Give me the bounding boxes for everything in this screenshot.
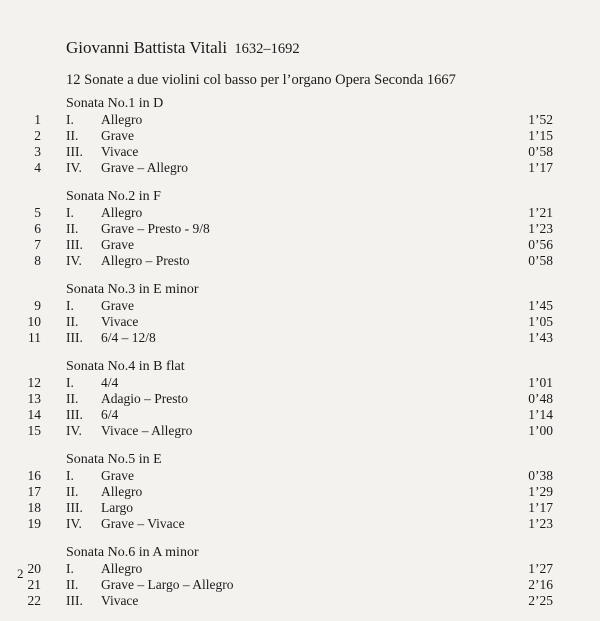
movement-number: I. — [66, 205, 74, 220]
movement-tempo: Vivace — [101, 314, 139, 329]
movement-number: III. — [66, 237, 83, 252]
track-duration: 1’23 — [528, 221, 553, 236]
sonata-title: Sonata No.1 in D — [66, 96, 164, 111]
track-row — [0, 468, 600, 484]
track-duration: 1’23 — [528, 516, 553, 531]
movement-tempo: Allegro — [101, 205, 143, 220]
sonata-group — [0, 281, 600, 346]
track-row — [0, 375, 600, 391]
track-number: 8 — [34, 253, 41, 268]
track-duration: 1’17 — [528, 160, 553, 175]
sonata-title: Sonata No.5 in E — [66, 452, 162, 467]
movement-number: III. — [66, 330, 83, 345]
movement-tempo: Adagio – Presto — [101, 391, 188, 406]
track-number: 3 — [34, 144, 41, 159]
track-number: 9 — [34, 298, 41, 313]
track-row — [0, 112, 600, 128]
movement-tempo: Grave — [101, 237, 134, 252]
movement-tempo: Grave — [101, 128, 134, 143]
track-duration: 1’15 — [528, 128, 553, 143]
movement-tempo: Vivace – Allegro — [101, 423, 193, 438]
track-duration: 1’45 — [528, 298, 553, 313]
track-duration: 0’58 — [528, 253, 553, 268]
track-number: 6 — [34, 221, 41, 236]
track-row — [0, 593, 600, 609]
track-duration: 1’27 — [528, 561, 553, 576]
sonata-group — [0, 188, 600, 269]
track-number: 10 — [27, 314, 41, 329]
movement-tempo: Allegro — [101, 561, 143, 576]
movement-tempo: Largo — [101, 500, 133, 515]
track-row — [0, 407, 600, 423]
track-number: 4 — [34, 160, 41, 175]
track-row — [0, 314, 600, 330]
track-row — [0, 237, 600, 253]
track-duration: 1’01 — [528, 375, 553, 390]
page-number: 2 — [17, 566, 24, 581]
movement-tempo: Allegro — [101, 484, 143, 499]
sonata-title: Sonata No.2 in F — [66, 189, 161, 204]
track-row — [0, 561, 600, 577]
sonata-title: Sonata No.6 in A minor — [66, 545, 199, 560]
track-row — [0, 484, 600, 500]
sonata-title: Sonata No.3 in E minor — [66, 282, 199, 297]
movement-number: I. — [66, 112, 74, 127]
track-duration: 2’25 — [528, 593, 553, 608]
movement-number: II. — [66, 221, 79, 236]
track-duration: 0’38 — [528, 468, 553, 483]
movement-tempo: Grave – Vivace — [101, 516, 185, 531]
track-number: 21 — [27, 577, 41, 592]
track-row — [0, 391, 600, 407]
track-number: 7 — [34, 237, 41, 252]
movement-number: III. — [66, 500, 83, 515]
movement-tempo: Vivace — [101, 144, 139, 159]
track-number: 13 — [27, 391, 41, 406]
movement-tempo: Grave — [101, 298, 134, 313]
track-row — [0, 160, 600, 176]
track-duration: 2’16 — [528, 577, 553, 592]
track-row — [0, 423, 600, 439]
movement-number: III. — [66, 407, 83, 422]
track-number: 17 — [27, 484, 41, 499]
sonata-group — [0, 358, 600, 439]
track-number: 15 — [27, 423, 41, 438]
composer-heading — [66, 38, 300, 58]
movement-number: IV. — [66, 253, 82, 268]
track-number: 20 — [27, 561, 41, 576]
movement-number: I. — [66, 375, 74, 390]
movement-number: III. — [66, 593, 83, 608]
track-row — [0, 144, 600, 160]
track-number: 12 — [27, 375, 41, 390]
movement-tempo: 6/4 – 12/8 — [101, 330, 156, 345]
track-row — [0, 298, 600, 314]
composer-name: Giovanni Battista Vitali — [66, 38, 228, 57]
movement-tempo: Grave – Largo – Allegro — [101, 577, 234, 592]
movement-number: IV. — [66, 160, 82, 175]
tracklist — [0, 95, 600, 621]
track-row — [0, 253, 600, 269]
track-duration: 1’29 — [528, 484, 553, 499]
track-duration: 1’21 — [528, 205, 553, 220]
track-duration: 1’43 — [528, 330, 553, 345]
track-row — [0, 500, 600, 516]
movement-number: II. — [66, 484, 79, 499]
track-duration: 1’52 — [528, 112, 553, 127]
track-row — [0, 205, 600, 221]
track-duration: 0’58 — [528, 144, 553, 159]
movement-tempo: Allegro – Presto — [101, 253, 190, 268]
track-number: 16 — [27, 468, 41, 483]
movement-number: II. — [66, 577, 79, 592]
track-number: 22 — [27, 593, 41, 608]
movement-tempo: Grave — [101, 468, 134, 483]
movement-tempo: 4/4 — [101, 375, 119, 390]
track-number: 14 — [27, 407, 41, 422]
movement-tempo: Grave – Allegro — [101, 160, 188, 175]
movement-number: I. — [66, 468, 74, 483]
movement-number: IV. — [66, 423, 82, 438]
track-number: 19 — [27, 516, 41, 531]
composer-dates: 1632–1692 — [234, 41, 300, 57]
movement-tempo: Vivace — [101, 593, 139, 608]
movement-tempo: 6/4 — [101, 407, 119, 422]
track-duration: 0’48 — [528, 391, 553, 406]
movement-tempo: Grave – Presto - 9/8 — [101, 221, 210, 236]
track-row — [0, 221, 600, 237]
track-number: 1 — [34, 112, 41, 127]
track-row — [0, 330, 600, 346]
movement-number: II. — [66, 391, 79, 406]
movement-tempo: Allegro — [101, 112, 143, 127]
movement-number: III. — [66, 144, 83, 159]
sonata-group — [0, 95, 600, 176]
track-duration: 1’14 — [528, 407, 553, 422]
track-number: 2 — [34, 128, 41, 143]
movement-number: I. — [66, 561, 74, 576]
track-number: 18 — [27, 500, 41, 515]
track-duration: 1’17 — [528, 500, 553, 515]
movement-number: II. — [66, 314, 79, 329]
track-row — [0, 577, 600, 593]
sonata-group — [0, 544, 600, 609]
movement-number: II. — [66, 128, 79, 143]
track-number: 5 — [34, 205, 41, 220]
track-number: 11 — [28, 330, 41, 345]
track-row — [0, 516, 600, 532]
movement-number: I. — [66, 298, 74, 313]
track-row — [0, 128, 600, 144]
sonata-title: Sonata No.4 in B flat — [66, 359, 185, 374]
sonata-group — [0, 451, 600, 532]
track-duration: 1’05 — [528, 314, 553, 329]
movement-number: IV. — [66, 516, 82, 531]
work-title: 12 Sonate a due violini col basso per l’organo Opera Seconda 1667 — [66, 72, 456, 88]
track-duration: 0’56 — [528, 237, 553, 252]
track-duration: 1’00 — [528, 423, 553, 438]
